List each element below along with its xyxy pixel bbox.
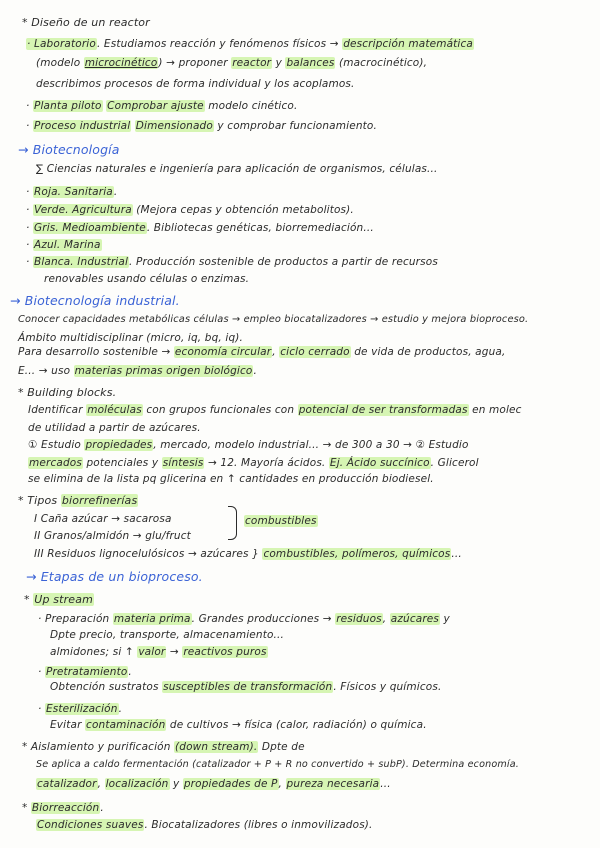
text: ,	[97, 778, 105, 790]
text: y comprobar funcionamiento.	[213, 120, 377, 132]
note-line	[50, 645, 268, 659]
highlight: · Laboratorio	[27, 38, 96, 50]
note-line	[26, 119, 377, 133]
note-line	[50, 628, 284, 642]
highlight: mercados	[29, 457, 82, 469]
highlight: propiedades de P	[183, 778, 278, 790]
heading-building-blocks	[18, 386, 116, 400]
text: ,	[278, 778, 286, 790]
text: I Caña azúcar → sacarosa	[34, 513, 172, 525]
text: y	[169, 778, 183, 790]
text: modelo cinético.	[204, 100, 298, 112]
highlight: Azul. Marina	[33, 239, 101, 251]
note-line	[50, 680, 441, 694]
heading-etapas-bioproceso	[26, 570, 203, 584]
text: · Preparación	[38, 613, 113, 625]
note-line	[36, 777, 391, 791]
note-line	[28, 456, 479, 470]
text: *	[22, 802, 31, 814]
text: .	[128, 666, 132, 678]
text: ·	[26, 239, 33, 251]
note-line	[26, 221, 374, 235]
text: (modelo	[36, 57, 84, 69]
text: Obtención sustratos	[50, 681, 163, 693]
highlight: residuos	[336, 613, 382, 625]
text: ·	[26, 256, 33, 268]
note-line	[50, 718, 427, 732]
text: .	[118, 703, 123, 715]
note-line	[34, 547, 462, 561]
text: . Grandes producciones →	[191, 613, 336, 625]
note-line	[26, 185, 117, 199]
text: y	[440, 613, 450, 625]
note-line	[26, 37, 474, 51]
text: ·	[26, 186, 33, 198]
text: ·	[26, 120, 33, 132]
note-line	[34, 529, 191, 543]
heading-tipos-biorrefinerias	[18, 494, 138, 508]
text: describimos procesos de forma individual y los acoplamos.	[36, 78, 355, 90]
note-line	[36, 162, 438, 176]
note-line	[38, 612, 450, 626]
note-line	[38, 665, 132, 679]
text: se elimina de la lista pq glicerina en ↑ cantidades en producción biodiesel.	[28, 473, 434, 485]
highlight: combustibles, polímeros, químicos	[263, 548, 451, 560]
text: Dpte de	[258, 741, 305, 753]
note-line	[34, 512, 172, 526]
highlight: azúcares	[390, 613, 440, 625]
note-line	[26, 255, 438, 269]
text: en molec	[468, 404, 522, 416]
text: Identificar	[28, 404, 87, 416]
text: Ámbito multidisciplinar (micro, iq, bq, iq).	[18, 332, 244, 344]
note-line	[244, 514, 318, 528]
highlight: Biorreacción	[31, 802, 100, 814]
text: .	[113, 186, 118, 198]
note-line	[28, 403, 522, 417]
note-line	[36, 77, 355, 91]
highlight: (down stream).	[175, 741, 258, 753]
highlight: Esterilización	[45, 703, 118, 715]
highlight: catalizador	[37, 778, 97, 790]
text: II Granos/almidón → glu/fruct	[34, 530, 191, 542]
text: ·	[38, 703, 45, 715]
highlight: moléculas	[87, 404, 142, 416]
text: (Mejora cepas y obtención metabolitos).	[132, 204, 354, 216]
highlight: localización	[105, 778, 169, 790]
text: . Biocatalizadores (libres o inmovilizados).	[144, 819, 373, 831]
highlight: Proceso industrial	[33, 120, 131, 132]
highlight: Gris. Medioambiente	[33, 222, 146, 234]
highlight: pureza necesaria	[286, 778, 380, 790]
text: ,	[382, 613, 390, 625]
text: ① Estudio	[28, 439, 85, 451]
text: → 12. Mayoría ácidos.	[204, 457, 329, 469]
text: ·	[26, 100, 33, 112]
highlight: materia prima	[113, 613, 191, 625]
note-line	[22, 801, 104, 815]
heading-text: * Diseño de un reactor	[22, 16, 150, 29]
highlight: Comprobar ajuste	[107, 100, 204, 112]
text: . Físicos y químicos.	[333, 681, 442, 693]
highlight: economía circular	[174, 346, 272, 358]
text: de utilidad a partir de azúcares.	[28, 422, 201, 434]
text: E... → uso	[18, 365, 74, 377]
highlight: Condiciones suaves	[37, 819, 144, 831]
text: de vida de productos, agua,	[350, 346, 506, 358]
note-line	[36, 56, 427, 70]
text: *	[24, 593, 34, 606]
text: ·	[38, 666, 45, 678]
text: III Residuos lignocelulósicos → azúcares }	[34, 548, 263, 560]
text: ...	[380, 778, 391, 790]
heading-biotecnologia	[18, 143, 120, 157]
note-line	[18, 345, 505, 359]
text: , mercado, modelo industrial... → de 300 a 30 → ② Estudio	[153, 439, 469, 451]
highlight: valor	[138, 646, 166, 658]
text: con grupos funcionales con	[142, 404, 298, 416]
text: . Estudiamos reacción y fenómenos físicos →	[96, 38, 343, 50]
highlight: biorrefinerías	[61, 494, 138, 507]
heading-text: * Building blocks.	[18, 386, 117, 399]
highlight: potencial de ser transformadas	[298, 404, 468, 416]
text: almidones; si ↑	[50, 646, 138, 658]
text: .	[100, 802, 104, 814]
text: ...	[451, 548, 462, 560]
highlight: Pretratamiento	[45, 666, 128, 678]
text: potenciales y	[82, 457, 162, 469]
highlight: Verde. Agricultura	[33, 204, 132, 216]
heading-diseno-reactor	[22, 16, 150, 30]
text: →	[166, 646, 183, 658]
note-line	[26, 99, 297, 113]
highlight: Up stream	[34, 593, 93, 606]
text: renovables usando células o enzimas.	[44, 273, 250, 285]
highlight: reactivos puros	[183, 646, 267, 658]
note-line	[18, 364, 257, 378]
brace	[228, 506, 237, 540]
note-line	[18, 313, 528, 327]
text: ∑ Ciencias naturales e ingeniería para aplicación de organismos, células...	[36, 163, 438, 175]
note-line	[44, 272, 249, 286]
text: . Bibliotecas genéticas, biorremediación...	[146, 222, 374, 234]
note-line	[28, 421, 201, 435]
text: ) → proponer	[158, 57, 232, 69]
note-line	[38, 702, 122, 716]
text: Evitar	[50, 719, 86, 731]
highlight: Planta piloto	[33, 100, 102, 112]
text: Se aplica a caldo fermentación (catalizador + P + R no convertido + subP). Determina economía.	[36, 759, 519, 770]
note-line	[28, 438, 469, 452]
text: * Aislamiento y purificación	[22, 741, 175, 753]
text: Para desarrollo sostenible →	[18, 346, 174, 358]
highlight: Dimensionado	[135, 120, 213, 132]
heading-text: → Biotecnología industrial.	[10, 293, 180, 308]
highlight: combustibles	[245, 515, 317, 527]
note-line	[18, 331, 243, 345]
highlight: Roja. Sanitaria	[33, 186, 113, 198]
text: * Tipos	[18, 494, 61, 507]
text: y	[272, 57, 286, 69]
text: ·	[26, 222, 33, 234]
highlight: descripción matemática	[343, 38, 474, 50]
note-line	[28, 472, 434, 486]
highlight: propiedades	[85, 439, 153, 451]
text: Dpte precio, transporte, almacenamiento...	[50, 629, 284, 641]
text: .	[253, 365, 257, 377]
text: de cultivos → física (calor, radiación) o química.	[166, 719, 427, 731]
highlight: balances	[286, 57, 335, 69]
text: . Glicerol	[430, 457, 479, 469]
text: ·	[26, 204, 33, 216]
note-line	[36, 818, 373, 832]
heading-biotecnologia-industrial	[10, 294, 180, 308]
note-line	[36, 758, 519, 772]
heading-text: → Etapas de un bioproceso.	[26, 569, 203, 584]
note-line	[26, 238, 102, 252]
text: (macrocinético),	[335, 57, 428, 69]
highlight: Blanca. Industrial	[33, 256, 129, 268]
highlight: susceptibles de transformación	[163, 681, 333, 693]
highlight: reactor	[232, 57, 272, 69]
highlight: microcinético	[84, 57, 158, 69]
highlight: materias primas origen biológico	[74, 365, 253, 377]
text: ,	[272, 346, 280, 358]
highlight: ciclo cerrado	[280, 346, 350, 358]
text: . Producción sostenible de productos a partir de recursos	[129, 256, 438, 268]
note-line	[26, 203, 354, 217]
highlight: contaminación	[86, 719, 166, 731]
text: Conocer capacidades metabólicas células → empleo biocatalizadores → estudio y mejora bioproceso.	[18, 314, 529, 325]
note-line	[22, 740, 305, 754]
highlight: síntesis	[162, 457, 204, 469]
heading-up-stream	[24, 593, 94, 607]
highlight: Ej. Ácido succínico	[329, 457, 430, 469]
heading-text: → Biotecnología	[18, 142, 120, 157]
